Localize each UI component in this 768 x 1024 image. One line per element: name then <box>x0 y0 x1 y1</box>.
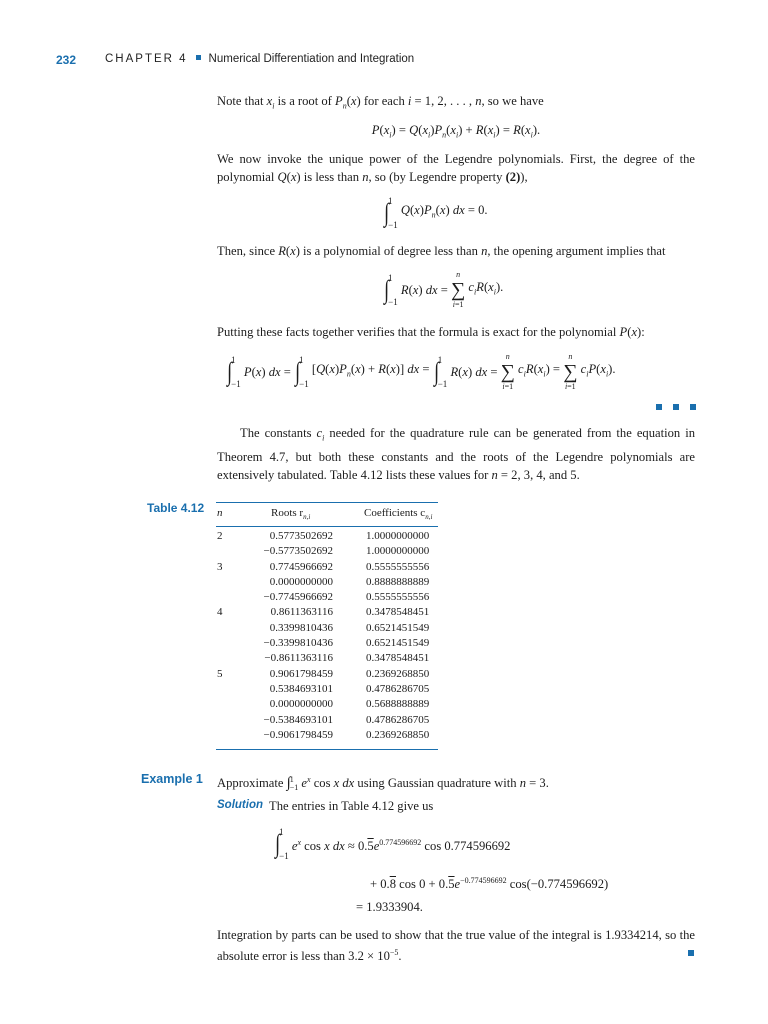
table-cell-root: −0.5384693101 <box>263 713 333 726</box>
paragraph-5: The constants $c_i$ needed for the quadrature rule can be generated from the equation in Theorem 4.7, but both these constants and the roots of the Legendre polynomials are extensively tabulated. Table 4.12 lists these values for n = 2, 3, 4, and 5. <box>217 426 695 482</box>
table-top-rule <box>216 502 438 503</box>
table-cell-coefficient: 0.8888888889 <box>366 575 430 588</box>
table-header-n: n <box>217 507 223 519</box>
paragraph-2: We now invoke the unique power of the Legendre polynomials. First, the degree of the polynomial Q(x) is less than n, so (by Legendre property (2)), <box>217 152 695 184</box>
table-cell-coefficient: 1.0000000000 <box>366 545 430 558</box>
table-cell-coefficient: 0.2369268850 <box>366 728 430 741</box>
table-col-n <box>217 529 223 743</box>
table-cell-n: 3 <box>217 560 223 573</box>
chapter-heading <box>105 53 414 65</box>
table-cell-n: 4 <box>217 606 223 619</box>
table-cell-root: −0.5773502692 <box>263 545 333 558</box>
equation-2: ∫ 1 −1 $Q(x)P_n(x)$ dx = 0. <box>384 196 488 230</box>
table-cell-coefficient: 0.2369268850 <box>366 667 430 680</box>
table-cell-n <box>217 651 223 666</box>
table-cell-coefficient: 0.3478548451 <box>366 652 430 665</box>
chapter-label: CHAPTER 4 <box>105 53 188 65</box>
table-bottom-rule <box>216 749 438 750</box>
table-header-rule <box>216 526 438 527</box>
table-header-roots: Roots $r_{n,i}$ <box>271 507 311 522</box>
solution-line-3: = 1.9333904. <box>356 900 423 914</box>
table-cell-coefficient: 0.6521451549 <box>366 637 430 650</box>
table-header-coefficients: Coefficients $c_{n,i}$ <box>364 507 433 522</box>
paragraph-4: Putting these facts together verifies that the formula is exact for the polynomial P(x): <box>217 325 645 339</box>
table-cell-coefficient: 0.4786286705 <box>366 713 430 726</box>
table-cell-n <box>217 713 223 728</box>
table-cell-root: −0.7745966692 <box>263 591 333 604</box>
example-statement: Approximate ∫ 1 −1 $e^x$ cos x dx using Gaussian quadrature with n = 3. <box>217 775 549 793</box>
table-cell-root: −0.3399810436 <box>263 637 333 650</box>
table-cell-n <box>217 636 223 651</box>
page-number: 232 <box>56 53 77 67</box>
table-cell-coefficient: 0.5555555556 <box>366 591 430 604</box>
solution-line-2: + 0.8 $\cos 0 + 0.5e^{-0.774596692}$ cos(−0.774596692) <box>370 876 609 892</box>
table-col-coefficients <box>366 529 429 743</box>
table-cell-coefficient: 0.3478548451 <box>366 606 430 619</box>
equation-3: ∫ 1 −1 R(x) dx = n ∑ i=1 $c_iR(x_i)$. <box>384 270 504 309</box>
table-cell-n: 5 <box>217 667 223 680</box>
table-cell-root: 0.5773502692 <box>269 530 333 542</box>
table-label: Table 4.12 <box>147 501 205 515</box>
table-cell-root: −0.9061798459 <box>263 728 333 741</box>
table-cell-n <box>217 621 223 636</box>
table-cell-n <box>217 544 223 559</box>
example-label: Example 1 <box>141 772 203 786</box>
table-cell-coefficient: 0.5688888889 <box>366 698 430 711</box>
solution-label: Solution <box>217 799 263 811</box>
solution-text: The entries in Table 4.12 give us <box>269 799 434 813</box>
table-cell-n <box>217 728 223 743</box>
table-cell-n <box>217 590 223 605</box>
proof-end-square-icon <box>673 404 679 410</box>
table-cell-root: 0.9061798459 <box>269 667 333 680</box>
table-cell-n: 2 <box>217 530 223 542</box>
table-col-roots <box>255 529 333 743</box>
paragraph-1: Note that $x_i$ is a root of $P_n(x)$ for each i = 1, 2, . . . , n, so we have <box>217 94 544 111</box>
table-cell-root: 0.7745966692 <box>269 560 333 573</box>
conclusion-paragraph: Integration by parts can be used to show that the true value of the integral is 1.9334214, so the absolute error is less than $3.2 \times 10^{-5}$. <box>217 928 695 964</box>
solution-line-1: ∫ 1 −1 $e^x$ cos x dx ≈ $0.5e^{0.774596692}$ cos 0.774596692 <box>275 827 511 861</box>
integral-sign: ∫ <box>384 275 390 304</box>
table-cell-n <box>217 697 223 712</box>
equation-4: ∫ 1 −1 P(x) dx = ∫ 1 −1 $[Q(x)P_n(x) + R(x)]$ dx = ∫ 1 −1 R(x) dx = n ∑ i=1 $c_iR(x_i)$ = n ∑ i=1 $c_iP(x_i)$. <box>227 352 616 391</box>
chapter-title: Numerical Differentiation and Integration <box>208 53 415 65</box>
equation-1: $P(x_i) = Q(x_i)P_n(x_i) + R(x_i) = R(x_i)$. <box>371 123 541 140</box>
table-cell-coefficient: 0.5555555556 <box>366 560 430 573</box>
table-cell-coefficient: 1.0000000000 <box>366 530 430 542</box>
integral-sign: ∫ <box>384 198 390 227</box>
chapter-separator-square <box>196 55 201 60</box>
table-cell-root: 0.5384693101 <box>269 682 333 695</box>
table-cell-n <box>217 682 223 697</box>
table-cell-root: 0.8611363116 <box>270 606 333 619</box>
table-cell-root: −0.8611363116 <box>264 652 333 665</box>
table-cell-coefficient: 0.4786286705 <box>366 682 430 695</box>
table-cell-n <box>217 575 223 590</box>
table-cell-root: 0.3399810436 <box>269 621 333 634</box>
proof-end-square-icon <box>690 404 696 410</box>
example-end-square-icon <box>688 950 694 956</box>
proof-end-square-icon <box>656 404 662 410</box>
table-cell-coefficient: 0.6521451549 <box>366 621 430 634</box>
table-cell-root: 0.0000000000 <box>269 575 333 588</box>
table-cell-root: 0.0000000000 <box>269 698 333 711</box>
paragraph-3: Then, since R(x) is a polynomial of degree less than n, the opening argument implies that <box>217 244 666 258</box>
